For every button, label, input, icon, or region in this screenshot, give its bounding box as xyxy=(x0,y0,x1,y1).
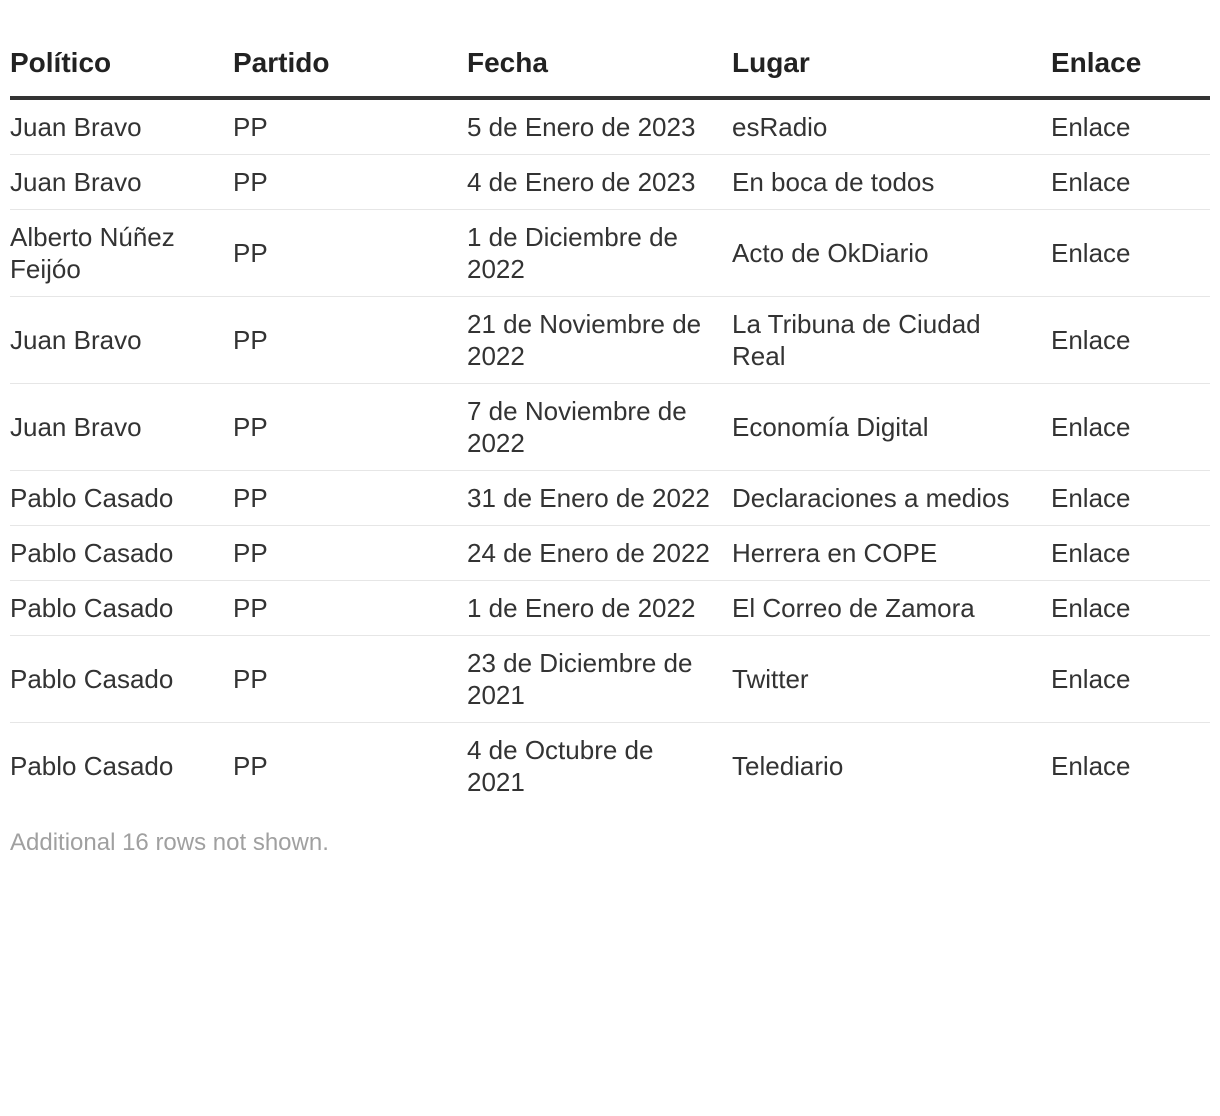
fecha-cell xyxy=(467,581,732,636)
partido-cell-text: PP xyxy=(233,167,268,197)
partido-cell xyxy=(233,297,467,384)
fecha-cell-text: 4 de Octubre de 2021 xyxy=(467,735,654,797)
enlace-link[interactable] xyxy=(1051,636,1210,723)
table-row xyxy=(10,471,1210,526)
politico-cell-text: Juan Bravo xyxy=(10,167,142,197)
partido-cell xyxy=(233,384,467,471)
politico-cell xyxy=(10,297,233,384)
enlace-link-text[interactable]: Enlace xyxy=(1051,593,1131,623)
column-header-enlace[interactable]: Enlace xyxy=(1051,0,1210,98)
politico-cell-text: Alberto Núñez Feijóo xyxy=(10,222,175,284)
politico-cell-text: Pablo Casado xyxy=(10,664,174,694)
politico-cell xyxy=(10,581,233,636)
fecha-cell-text: 1 de Enero de 2022 xyxy=(467,593,696,623)
fecha-cell-text: 5 de Enero de 2023 xyxy=(467,112,696,142)
partido-cell-text: PP xyxy=(233,112,268,142)
fecha-cell xyxy=(467,297,732,384)
partido-cell xyxy=(233,155,467,210)
fecha-cell xyxy=(467,155,732,210)
header-row xyxy=(10,0,1210,98)
partido-cell-text: PP xyxy=(233,483,268,513)
enlace-link-text[interactable]: Enlace xyxy=(1051,167,1131,197)
partido-cell xyxy=(233,98,467,155)
table-body xyxy=(10,98,1210,809)
partido-cell-text: PP xyxy=(233,238,268,268)
fecha-cell-text: 23 de Diciembre de 2021 xyxy=(467,648,693,710)
table-row xyxy=(10,723,1210,810)
politico-cell xyxy=(10,636,233,723)
enlace-link-text[interactable]: Enlace xyxy=(1051,751,1131,781)
fecha-cell xyxy=(467,210,732,297)
partido-cell xyxy=(233,723,467,810)
enlace-link[interactable] xyxy=(1051,471,1210,526)
table-row xyxy=(10,297,1210,384)
column-header-politico[interactable]: Político xyxy=(10,0,233,98)
column-header-fecha[interactable]: Fecha xyxy=(467,0,732,98)
lugar-cell xyxy=(732,297,1051,384)
politico-cell xyxy=(10,723,233,810)
fecha-cell-text: 7 de Noviembre de 2022 xyxy=(467,396,687,458)
partido-cell-text: PP xyxy=(233,412,268,442)
politico-cell xyxy=(10,155,233,210)
partido-cell-text: PP xyxy=(233,325,268,355)
column-header-lugar[interactable]: Lugar xyxy=(732,0,1051,98)
partido-cell-text: PP xyxy=(233,751,268,781)
lugar-cell xyxy=(732,581,1051,636)
fecha-cell-text: 21 de Noviembre de 2022 xyxy=(467,309,702,371)
lugar-cell-text: En boca de todos xyxy=(732,167,935,197)
fecha-cell xyxy=(467,471,732,526)
lugar-cell xyxy=(732,723,1051,810)
politico-cell xyxy=(10,526,233,581)
lugar-cell xyxy=(732,210,1051,297)
lugar-cell-text: Economía Digital xyxy=(732,412,929,442)
enlace-link[interactable] xyxy=(1051,384,1210,471)
table-row xyxy=(10,384,1210,471)
enlace-link[interactable] xyxy=(1051,210,1210,297)
lugar-cell xyxy=(732,636,1051,723)
table-header xyxy=(10,0,1210,98)
lugar-cell-text: esRadio xyxy=(732,112,828,142)
politico-cell xyxy=(10,98,233,155)
enlace-link[interactable] xyxy=(1051,723,1210,810)
enlace-link[interactable] xyxy=(1051,155,1210,210)
lugar-cell xyxy=(732,155,1051,210)
enlace-link-text[interactable]: Enlace xyxy=(1051,238,1131,268)
lugar-cell-text: Herrera en COPE xyxy=(732,538,938,568)
partido-cell xyxy=(233,526,467,581)
politico-cell-text: Juan Bravo xyxy=(10,112,142,142)
politico-cell xyxy=(10,384,233,471)
table-row xyxy=(10,98,1210,155)
fecha-cell xyxy=(467,384,732,471)
enlace-link[interactable] xyxy=(1051,526,1210,581)
lugar-cell-text: Declaraciones a medios xyxy=(732,483,1010,513)
table-row xyxy=(10,581,1210,636)
fecha-cell xyxy=(467,526,732,581)
lugar-cell xyxy=(732,384,1051,471)
enlace-link-text[interactable]: Enlace xyxy=(1051,112,1131,142)
table-row xyxy=(10,636,1210,723)
enlace-link[interactable] xyxy=(1051,98,1210,155)
column-header-partido[interactable]: Partido xyxy=(233,0,467,98)
politico-cell-text: Pablo Casado xyxy=(10,538,174,568)
fecha-cell xyxy=(467,98,732,155)
fecha-cell-text: 31 de Enero de 2022 xyxy=(467,483,710,513)
lugar-cell xyxy=(732,526,1051,581)
enlace-link-text[interactable]: Enlace xyxy=(1051,664,1131,694)
partido-cell xyxy=(233,636,467,723)
fecha-cell-text: 4 de Enero de 2023 xyxy=(467,167,696,197)
enlace-link-text[interactable]: Enlace xyxy=(1051,325,1131,355)
fecha-cell-text: 1 de Diciembre de 2022 xyxy=(467,222,678,284)
politico-cell xyxy=(10,471,233,526)
politico-cell-text: Pablo Casado xyxy=(10,751,174,781)
politico-cell-text: Pablo Casado xyxy=(10,483,174,513)
data-table xyxy=(10,0,1210,809)
partido-cell-text: PP xyxy=(233,593,268,623)
partido-cell xyxy=(233,471,467,526)
lugar-cell-text: El Correo de Zamora xyxy=(732,593,975,623)
enlace-link-text[interactable]: Enlace xyxy=(1051,538,1131,568)
table-row xyxy=(10,155,1210,210)
lugar-cell xyxy=(732,471,1051,526)
enlace-link-text[interactable]: Enlace xyxy=(1051,412,1131,442)
table-row xyxy=(10,210,1210,297)
enlace-link[interactable] xyxy=(1051,297,1210,384)
partido-cell-text: PP xyxy=(233,664,268,694)
lugar-cell-text: La Tribuna de Ciudad Real xyxy=(732,309,981,371)
fecha-cell xyxy=(467,636,732,723)
politico-cell xyxy=(10,210,233,297)
enlace-link[interactable] xyxy=(1051,581,1210,636)
table-container xyxy=(10,0,1210,857)
politico-cell-text: Juan Bravo xyxy=(10,325,142,355)
lugar-cell-text: Twitter xyxy=(732,664,809,694)
rows-not-shown-note: Additional 16 rows not shown. xyxy=(10,829,329,856)
lugar-cell-text: Telediario xyxy=(732,751,844,781)
partido-cell xyxy=(233,581,467,636)
lugar-cell xyxy=(732,98,1051,155)
fecha-cell xyxy=(467,723,732,810)
lugar-cell-text: Acto de OkDiario xyxy=(732,238,929,268)
politico-cell-text: Juan Bravo xyxy=(10,412,142,442)
enlace-link-text[interactable]: Enlace xyxy=(1051,483,1131,513)
partido-cell-text: PP xyxy=(233,538,268,568)
partido-cell xyxy=(233,210,467,297)
politico-cell-text: Pablo Casado xyxy=(10,593,174,623)
table-row xyxy=(10,526,1210,581)
fecha-cell-text: 24 de Enero de 2022 xyxy=(467,538,710,568)
